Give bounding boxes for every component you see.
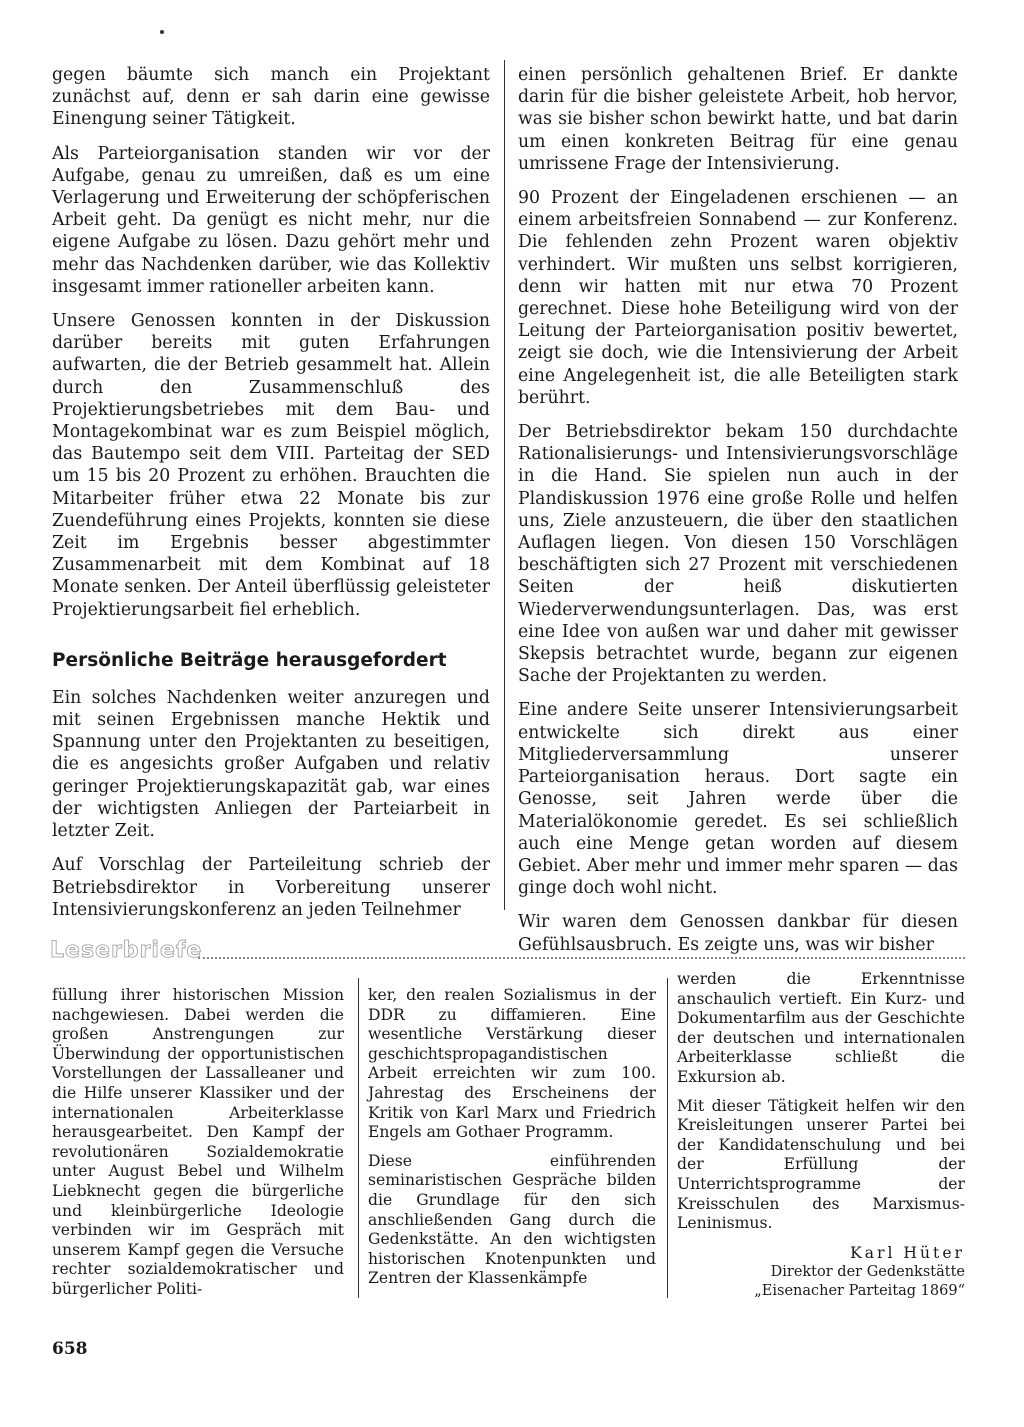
letters-column-1 <box>52 986 344 1309</box>
top-left-column <box>52 64 490 933</box>
paragraph: gegen bäumte sich manch ein Projektant zunächst auf, denn er sah darin eine gewisse Einengung seiner Tätigkeit. <box>52 65 490 130</box>
column-divider <box>504 60 505 910</box>
paragraph: Auf Vorschlag der Parteileitung schrieb der Betriebsdirektor in Vorbereitung unserer Intensivierungskonferenz an jeden Teilnehmer <box>52 855 490 920</box>
paragraph: Der Betriebsdirektor bekam 150 durchdachte Rationalisierungs- und Intensivierungsvorschläge in die Hand. Sie spielen nun auch in der Plandiskussion 1976 eine große Rolle und helfen uns, Ziele anzusteuern, die über den staatlichen Auflagen liegen. Von diesen 150 Vorschlägen beschäftigten sich 27 Prozent mit verschiedenen Seiten der heiß diskutierten Wiederverwendungsunterlagen. Das, was erst eine Idee von außen war und daher mit gewisser Skepsis betrachtet wurde, begann zur eigenen Sache der Projektanten zu werden. <box>518 422 958 687</box>
paragraph: Eine andere Seite unserer Intensivierungsarbeit entwickelte sich direkt aus einer Mitgliederversammlung unserer Parteiorganisation heraus. Dort sagte ein Genosse, seit Jahren werde über die Materialökonomie geredet. Es sei schließlich auch eine Menge getan worden auf diesem Gebiet. Aber mehr und immer mehr sparen — das ginge doch wohl nicht. <box>518 700 958 899</box>
section-subheading: Persönliche Beiträge herausgefordert <box>52 649 447 671</box>
paragraph: Wir waren dem Genossen dankbar für diesen Gefühlsausbruch. Es zeigte uns, was wir bisher <box>518 912 958 955</box>
column-divider <box>358 978 359 1298</box>
letters-column-2 <box>368 986 656 1298</box>
author-name: Karl Hüter <box>850 1243 965 1262</box>
top-right-column <box>518 64 958 968</box>
paragraph: ker, den realen Sozialismus in der DDR zu diffamieren. Eine wesentliche Verstärkung dieser geschichtspropagandistischen Arbeit erreichten wir zum 100. Jahrestag des Erscheinens der Kritik von Karl Marx und Friedrich Engels am Gothaer Programm. <box>368 986 656 1142</box>
signature-block <box>677 1243 965 1301</box>
paragraph: Als Parteiorganisation standen wir vor der Aufgabe, genau zu umreißen, daß es um eine Verlagerung und Erweiterung der schöpferischen Arbeit geht. Da genügt es nicht mehr, nur die eigene Aufgabe zu lösen. Dazu gehört mehr und mehr das Nachdenken darüber, wie das Kollektiv insgesamt immer rationeller arbeiten kann. <box>52 143 490 297</box>
paragraph: werden die Erkenntnisse anschaulich vertieft. Ein Kurz- und Dokumentarfilm aus der Geschichte der deutschen und internationalen Arbeiterklasse schließt die Exkursion ab. <box>677 970 965 1086</box>
paragraph: Mit dieser Tätigkeit helfen wir den Kreisleitungen unserer Partei bei der Kandidatenschulung und bei der Erfüllung der Unterrichtsprogramme der Kreisschulen des Marxismus-Leninismus. <box>677 1096 965 1233</box>
page-number: 658 <box>52 1339 88 1359</box>
section-banner <box>50 938 965 968</box>
author-title: Direktor der Gedenkstätte <box>770 1263 965 1280</box>
paragraph: Unsere Genossen konnten in der Diskussion darüber bereits mit guten Erfahrungen aufwarten, die der Betrieb gesammelt hat. Allein durch den Zusammenschluß des Projektierungsbetriebes mit dem Bau- und Montagekombinat war es zum Beispiel möglich, das Bautempo seit dem VIII. Parteitag der SED um 15 bis 20 Prozent zu erhöhen. Brauchten die Mitarbeiter früher etwa 22 Monate bis zur Zuendeführung eines Projekts, konnten sie diese Zeit im Ergebnis besser abgestimmter Zusammenarbeit mit dem Kombinat auf 18 Monate senken. Der Anteil überflüssig geleisteter Projektierungsarbeit fiel erheblich. <box>52 311 490 620</box>
paragraph: 90 Prozent der Eingeladenen erschienen — an einem arbeitsfreien Sonnabend — zur Konferenz. Die fehlenden zehn Prozent waren objektiv verhindert. Wir mußten uns selbst korrigieren, denn wir hatten mit nur etwa 70 Prozent gerechnet. Diese hohe Beteiligung wird von der Leitung der Parteiorganisation positiv bewertet, zeigt sie doch, wie die Intensivierung der Arbeit eine Angelegenheit ist, die alle Beteiligten stark berührt. <box>518 188 958 408</box>
author-organization: „Eisenacher Parteitag 1869“ <box>754 1282 965 1299</box>
column-divider <box>667 978 668 1298</box>
letters-column-3 <box>677 970 965 1301</box>
paragraph: einen persönlich gehaltenen Brief. Er dankte darin für die bisher geleistete Arbeit, hob hervor, was sie bisher schon bewirkt hatte, und bat darin um einen konkreten Beitrag für eine genau umrissene Frage der Intensivierung. <box>518 65 958 174</box>
print-mark <box>160 30 164 34</box>
paragraph: Ein solches Nachdenken weiter anzuregen und mit seinen Ergebnissen manche Hektik und Spannung unter den Projektanten zu beseitigen, die es angesichts großer Aufgaben und relativ geringer Projektierungskapazität gab, war eines der wichtigsten Anliegen der Parteiarbeit in letzter Zeit. <box>52 687 490 842</box>
section-label: Leserbriefe <box>50 938 203 963</box>
section-dotted-rule <box>198 957 965 959</box>
paragraph: füllung ihrer historischen Mission nachgewiesen. Dabei werden die großen Anstrengungen zur Überwindung der opportunistischen Vorstellungen der Lassalleaner und die Hilfe unserer Klassiker und der internationalen Arbeiterklasse herausgearbeitet. Den Kampf der revolutionären Sozialdemokratie unter August Bebel und Wilhelm Liebknecht gegen die bürgerliche und kleinbürgerliche Ideologie verbinden wir im Gespräch mit unserem Kampf gegen die Versuche rechter sozialdemokratischer und bürgerlicher Politi- <box>52 986 344 1298</box>
paragraph: Diese einführenden seminaristischen Gespräche bilden die Grundlage für den sich anschließenden Gang durch die Gedenkstätte. An den wichtigsten historischen Knotenpunkten und Zentren der Klassenkämpfe <box>368 1151 656 1288</box>
